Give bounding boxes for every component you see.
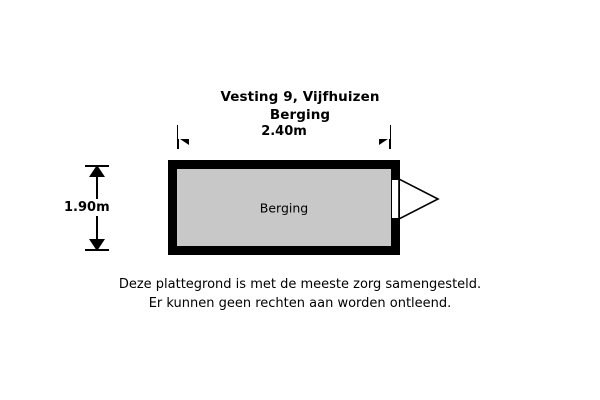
disclaimer-text (0, 276, 600, 314)
room-label-berging: Berging (259, 200, 309, 215)
title-subject: Berging (269, 107, 331, 124)
door-swing-icon (398, 176, 444, 222)
room-outline-berging (168, 160, 400, 255)
dimension-label-width: 2.40m (178, 124, 390, 139)
disclaimer-line-1: Deze plattegrond is met de meeste zorg samengesteld. (118, 277, 482, 292)
disclaimer-line-2: Er kunnen geen rechten aan worden ontleend. (148, 295, 452, 311)
page-title (0, 88, 600, 124)
title-address: Vesting 9, Vijfhuizen (220, 89, 380, 105)
dimension-label-height: 1.90m (64, 200, 110, 215)
room-floor-berging (177, 169, 391, 246)
